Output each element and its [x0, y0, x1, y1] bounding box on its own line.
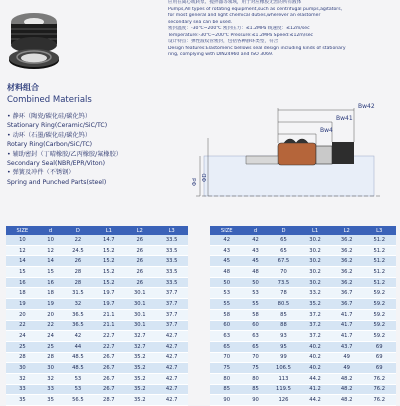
table-cell: 42.7: [155, 352, 188, 363]
table-cell: 69: [362, 341, 396, 352]
table-cell: 56.5: [62, 395, 93, 406]
table-cell: 14: [6, 256, 39, 267]
table-cell: 75: [210, 363, 243, 374]
intro-line: for most general and light chemical duties,wherever an elastomer: [168, 13, 321, 18]
table-cell: 15: [39, 267, 63, 278]
table-cell: 12: [39, 245, 63, 256]
dimensions-table-right: [210, 226, 396, 406]
table-row: [6, 320, 188, 331]
table-cell: 37.7: [155, 299, 188, 310]
table-row: [210, 331, 396, 342]
table-cell: 69: [362, 352, 396, 363]
table-cell: 30.1: [124, 288, 155, 299]
table-cell: 43.7: [331, 341, 363, 352]
table-cell: 26: [124, 267, 155, 278]
table-cell: 24: [6, 331, 39, 342]
materials-item: Spring and Punched Parts(steel): [7, 178, 107, 186]
table-cell: 95: [268, 341, 300, 352]
table-cell: 41.7: [331, 320, 363, 331]
materials-item: Stationary Ring(Ceramic/SiC/TC): [7, 122, 108, 130]
table-row: [210, 363, 396, 374]
table-cell: 113: [268, 373, 300, 384]
table-cell: 33.5: [155, 267, 188, 278]
table-row: [210, 352, 396, 363]
table-row: [6, 235, 188, 245]
table-cell: 35.2: [124, 373, 155, 384]
table-cell: 55: [243, 299, 267, 310]
table-cell: 15.2: [93, 277, 124, 288]
table-cell: 70: [268, 267, 300, 278]
table-cell: 50: [243, 277, 267, 288]
materials-item: Rotary Ring(Carbon/SiC/TC): [7, 141, 93, 149]
table-row: [210, 384, 396, 395]
table-cell: 51.2: [362, 256, 396, 267]
table-cell: 63: [210, 331, 243, 342]
table-cell: 85: [268, 309, 300, 320]
table-cell: 42.7: [155, 331, 188, 342]
table-cell: 93: [268, 331, 300, 342]
col-header-l3: L3: [362, 226, 396, 235]
table-cell: 35.2: [299, 299, 331, 310]
table-cell: 49: [331, 352, 363, 363]
materials-title-cn: 材料组合: [7, 83, 39, 92]
table-cell: 37.7: [155, 288, 188, 299]
table-row: [210, 299, 396, 310]
table-cell: 36.2: [331, 245, 363, 256]
intro-line: Design features:Elastomeric bellows seal design including kinds of stationary: [168, 45, 346, 51]
table-row: [6, 288, 188, 299]
table-header-row: [6, 226, 188, 235]
table-cell: 53: [210, 288, 243, 299]
intro-line: 密封温度：-30℃~200℃ 密封压力：≤1.2MPa 线速度：≤12m/sec: [168, 26, 310, 31]
table-cell: 73.5: [268, 277, 300, 288]
table-cell: 48.2: [331, 395, 363, 406]
col-header-l1: L1: [93, 226, 124, 235]
table-cell: 53: [62, 384, 93, 395]
table-row: [6, 267, 188, 278]
table-row: [6, 395, 188, 406]
table-cell: 30: [6, 363, 39, 374]
table-cell: 25: [6, 341, 39, 352]
table-cell: 59.2: [362, 309, 396, 320]
col-header-l1: L1: [299, 226, 331, 235]
table-cell: 32: [39, 373, 63, 384]
table-cell: 58: [243, 309, 267, 320]
table-cell: 28: [62, 277, 93, 288]
intro-line: secondary sea can be used.: [168, 19, 233, 25]
table-cell: 32.7: [124, 331, 155, 342]
table-cell: 69: [362, 363, 396, 374]
materials-item: • 弹簧及冲件（不锈钢）: [7, 169, 75, 177]
table-cell: 19: [6, 299, 39, 310]
col-header-d: d: [39, 226, 63, 235]
table-cell: 22.7: [93, 341, 124, 352]
table-cell: 65: [268, 245, 300, 256]
table-cell: 14: [39, 256, 63, 267]
table-cell: 51.2: [362, 267, 396, 278]
table-cell: 15.2: [93, 245, 124, 256]
table-cell: 35: [6, 395, 39, 406]
table-cell: 37.2: [299, 331, 331, 342]
table-cell: 40.2: [299, 352, 331, 363]
table-cell: 35.2: [124, 352, 155, 363]
table-row: [210, 267, 396, 278]
table-cell: 60: [243, 320, 267, 331]
table-cell: 25: [39, 341, 63, 352]
table-cell: 59.2: [362, 331, 396, 342]
table-cell: 36.5: [62, 309, 93, 320]
table-row: [210, 277, 396, 288]
table-cell: 30.1: [124, 309, 155, 320]
intro-line: 应用在离心或转泵、搅拌器等领域，用于对应橡胶无害的所有液体: [168, 0, 302, 5]
table-cell: 26: [124, 256, 155, 267]
table-cell: 85: [210, 384, 243, 395]
table-cell: 35: [39, 395, 63, 406]
table-cell: 26.7: [93, 373, 124, 384]
table-cell: 21.1: [93, 309, 124, 320]
table-cell: 76.2: [362, 395, 396, 406]
table-cell: 18: [39, 288, 63, 299]
table-row: [6, 256, 188, 267]
dim-label-D: ΦD: [202, 173, 208, 182]
table-cell: 42.7: [155, 373, 188, 384]
table-cell: 85: [243, 384, 267, 395]
table-cell: 28: [39, 352, 63, 363]
table-row: [210, 288, 396, 299]
table-row: [6, 331, 188, 342]
col-header-D: D: [62, 226, 93, 235]
table-row: [6, 299, 188, 310]
table-cell: 45: [210, 256, 243, 267]
product-photo: [4, 2, 64, 74]
table-cell: 22: [6, 320, 39, 331]
table-row: [6, 277, 188, 288]
col-header-D: D: [268, 226, 300, 235]
table-cell: 41.7: [331, 331, 363, 342]
table-row: [6, 352, 188, 363]
table-cell: 48.5: [62, 352, 93, 363]
table-row: [6, 341, 188, 352]
table-cell: 32.7: [124, 341, 155, 352]
materials-title-en: Combined Materials: [7, 95, 92, 105]
table-cell: 99: [268, 352, 300, 363]
table-cell: 14.7: [93, 235, 124, 245]
table-cell: 36.2: [331, 267, 363, 278]
table-cell: 28: [62, 267, 93, 278]
col-header-l2: L2: [124, 226, 155, 235]
table-cell: 126: [268, 395, 300, 406]
table-row: [210, 373, 396, 384]
table-cell: 19.7: [93, 288, 124, 299]
table-cell: 48: [210, 267, 243, 278]
table-row: [6, 363, 188, 374]
table-row: [210, 235, 396, 245]
table-cell: 36.7: [331, 299, 363, 310]
table-cell: 32: [6, 373, 39, 384]
table-row: [210, 320, 396, 331]
dimensions-table-left: [6, 226, 188, 406]
table-cell: 16: [6, 277, 39, 288]
table-cell: 80.5: [268, 299, 300, 310]
dim-label-bw4: Bw4: [320, 127, 333, 134]
table-cell: 15.2: [93, 267, 124, 278]
table-cell: 35.2: [124, 363, 155, 374]
table-cell: 42.7: [155, 363, 188, 374]
table-cell: 10: [39, 235, 63, 245]
table-cell: 51.2: [362, 245, 396, 256]
intro-line: ring, complying with DIN24960 and ISO 3069.: [168, 52, 274, 57]
table-cell: 26.7: [93, 363, 124, 374]
table-cell: 30.1: [124, 299, 155, 310]
table-row: [210, 256, 396, 267]
col-header-d: d: [243, 226, 267, 235]
table-cell: 36.5: [62, 320, 93, 331]
table-cell: 48.2: [331, 373, 363, 384]
table-cell: 33.5: [155, 235, 188, 245]
dim-label-d: Φd: [192, 178, 198, 186]
table-cell: 22.7: [93, 331, 124, 342]
table-cell: 59.2: [362, 299, 396, 310]
table-cell: 48: [243, 267, 267, 278]
table-cell: 10: [6, 235, 39, 245]
table-row: [6, 373, 188, 384]
col-header-size: SIZE: [210, 226, 243, 235]
materials-item: Secondary Seal(NBR/EPR/Viton): [7, 160, 106, 168]
table-cell: 37.2: [299, 309, 331, 320]
table-row: [210, 309, 396, 320]
table-cell: 59.2: [362, 320, 396, 331]
table-cell: 26: [124, 235, 155, 245]
table-cell: 36.2: [331, 277, 363, 288]
intro-line: 设计特点：弹性波纹管密封，包括各种静环类型，符合: [168, 39, 279, 44]
table-cell: 44.2: [299, 395, 331, 406]
table-cell: 50: [210, 277, 243, 288]
table-cell: 26.7: [93, 352, 124, 363]
table-cell: 30.2: [299, 235, 331, 245]
table-cell: 33.5: [155, 277, 188, 288]
table-cell: 30.2: [299, 245, 331, 256]
table-cell: 33: [39, 384, 63, 395]
table-row: [210, 245, 396, 256]
table-cell: 41.2: [299, 384, 331, 395]
table-cell: 42: [210, 235, 243, 245]
seal-cross-section-diagram: [186, 98, 396, 218]
intro-text: [168, 0, 396, 59]
table-cell: 90: [210, 395, 243, 406]
table-cell: 59.2: [362, 288, 396, 299]
table-cell: 76.2: [362, 384, 396, 395]
table-cell: 30.2: [299, 256, 331, 267]
materials-item: • 辅助密封（丁晴橡胶/乙丙橡胶/氟橡胶）: [7, 150, 122, 158]
table-cell: 106.5: [268, 363, 300, 374]
table-row: [210, 341, 396, 352]
intro-line: Temperature:-30℃~200℃ Pressure:≤1.2MPa Speed:≤12m/sec: [168, 32, 314, 38]
table-cell: 30.2: [299, 267, 331, 278]
table-cell: 80: [210, 373, 243, 384]
dim-label-bw42: Bw42: [358, 103, 375, 110]
table-cell: 36.7: [331, 288, 363, 299]
table-cell: 15: [6, 267, 39, 278]
table-cell: 26: [62, 256, 93, 267]
table-cell: 42.7: [155, 384, 188, 395]
table-body-right: [210, 235, 396, 406]
table-cell: 19: [39, 299, 63, 310]
table-cell: 16: [39, 277, 63, 288]
table-cell: 18: [6, 288, 39, 299]
table-cell: 36.2: [331, 235, 363, 245]
table-cell: 26.7: [93, 384, 124, 395]
table-cell: 21.1: [93, 320, 124, 331]
table-cell: 53: [62, 373, 93, 384]
table-cell: 22: [39, 320, 63, 331]
table-cell: 40.2: [299, 341, 331, 352]
materials-item: • 动环（石墨/碳化硅/碳化钨）: [7, 131, 92, 139]
table-cell: 37.2: [299, 320, 331, 331]
table-cell: 40.2: [299, 363, 331, 374]
table-row: [6, 384, 188, 395]
table-cell: 119.5: [268, 384, 300, 395]
table-cell: 20: [39, 309, 63, 320]
col-header-size: SIZE: [6, 226, 39, 235]
table-cell: 42.7: [155, 341, 188, 352]
table-cell: 30.1: [124, 320, 155, 331]
table-cell: 41.7: [331, 309, 363, 320]
table-cell: 65: [268, 235, 300, 245]
table-cell: 33: [6, 384, 39, 395]
col-header-l2: L2: [331, 226, 363, 235]
table-cell: 30.2: [299, 277, 331, 288]
table-cell: 51.2: [362, 277, 396, 288]
table-cell: 35.2: [124, 395, 155, 406]
table-cell: 60: [210, 320, 243, 331]
table-cell: 35.2: [124, 384, 155, 395]
table-cell: 58: [210, 309, 243, 320]
table-cell: 67.5: [268, 256, 300, 267]
table-header-row: [210, 226, 396, 235]
table-cell: 26: [124, 277, 155, 288]
table-row: [210, 395, 396, 406]
table-cell: 33.5: [155, 256, 188, 267]
table-cell: 32: [62, 299, 93, 310]
materials-item: • 静环（陶瓷/碳化硅/碳化钨）: [7, 113, 92, 120]
table-cell: 28.7: [93, 395, 124, 406]
table-cell: 42: [62, 331, 93, 342]
table-cell: 22: [62, 235, 93, 245]
table-cell: 33.2: [299, 288, 331, 299]
table-cell: 65: [243, 341, 267, 352]
table-cell: 24.5: [62, 245, 93, 256]
table-cell: 42.7: [155, 395, 188, 406]
table-cell: 43: [243, 245, 267, 256]
materials-list: [7, 112, 147, 187]
table-cell: 42: [243, 235, 267, 245]
table-cell: 36.2: [331, 256, 363, 267]
table-cell: 48.2: [331, 384, 363, 395]
table-cell: 90: [243, 395, 267, 406]
table-cell: 65: [210, 341, 243, 352]
table-cell: 37.7: [155, 320, 188, 331]
table-cell: 76.2: [362, 373, 396, 384]
table-cell: 63: [243, 331, 267, 342]
dim-label-bw41: Bw41: [336, 115, 353, 122]
table-cell: 44.2: [299, 373, 331, 384]
table-cell: 31.5: [62, 288, 93, 299]
table-row: [6, 245, 188, 256]
table-cell: 28: [6, 352, 39, 363]
table-cell: 19.7: [93, 299, 124, 310]
table-cell: 70: [243, 352, 267, 363]
table-cell: 20: [6, 309, 39, 320]
table-cell: 80: [243, 373, 267, 384]
table-cell: 12: [6, 245, 39, 256]
table-cell: 30: [39, 363, 63, 374]
table-cell: 70: [210, 352, 243, 363]
table-cell: 26: [124, 245, 155, 256]
table-cell: 78: [268, 288, 300, 299]
table-cell: 24: [39, 331, 63, 342]
table-cell: 55: [210, 299, 243, 310]
table-cell: 48.5: [62, 363, 93, 374]
table-cell: 88: [268, 320, 300, 331]
table-cell: 75: [243, 363, 267, 374]
table-cell: 53: [243, 288, 267, 299]
table-row: [6, 309, 188, 320]
table-body-left: [6, 235, 188, 406]
table-cell: 44: [62, 341, 93, 352]
table-cell: 45: [243, 256, 267, 267]
intro-line: Pumps,All types of rotating equipment,such as centrifugal pumps,agitators,: [168, 6, 343, 12]
col-header-l3: L3: [155, 226, 188, 235]
table-cell: 51.2: [362, 235, 396, 245]
table-cell: 37.7: [155, 309, 188, 320]
table-cell: 49: [331, 363, 363, 374]
table-cell: 33.5: [155, 245, 188, 256]
table-cell: 15.2: [93, 256, 124, 267]
table-cell: 43: [210, 245, 243, 256]
